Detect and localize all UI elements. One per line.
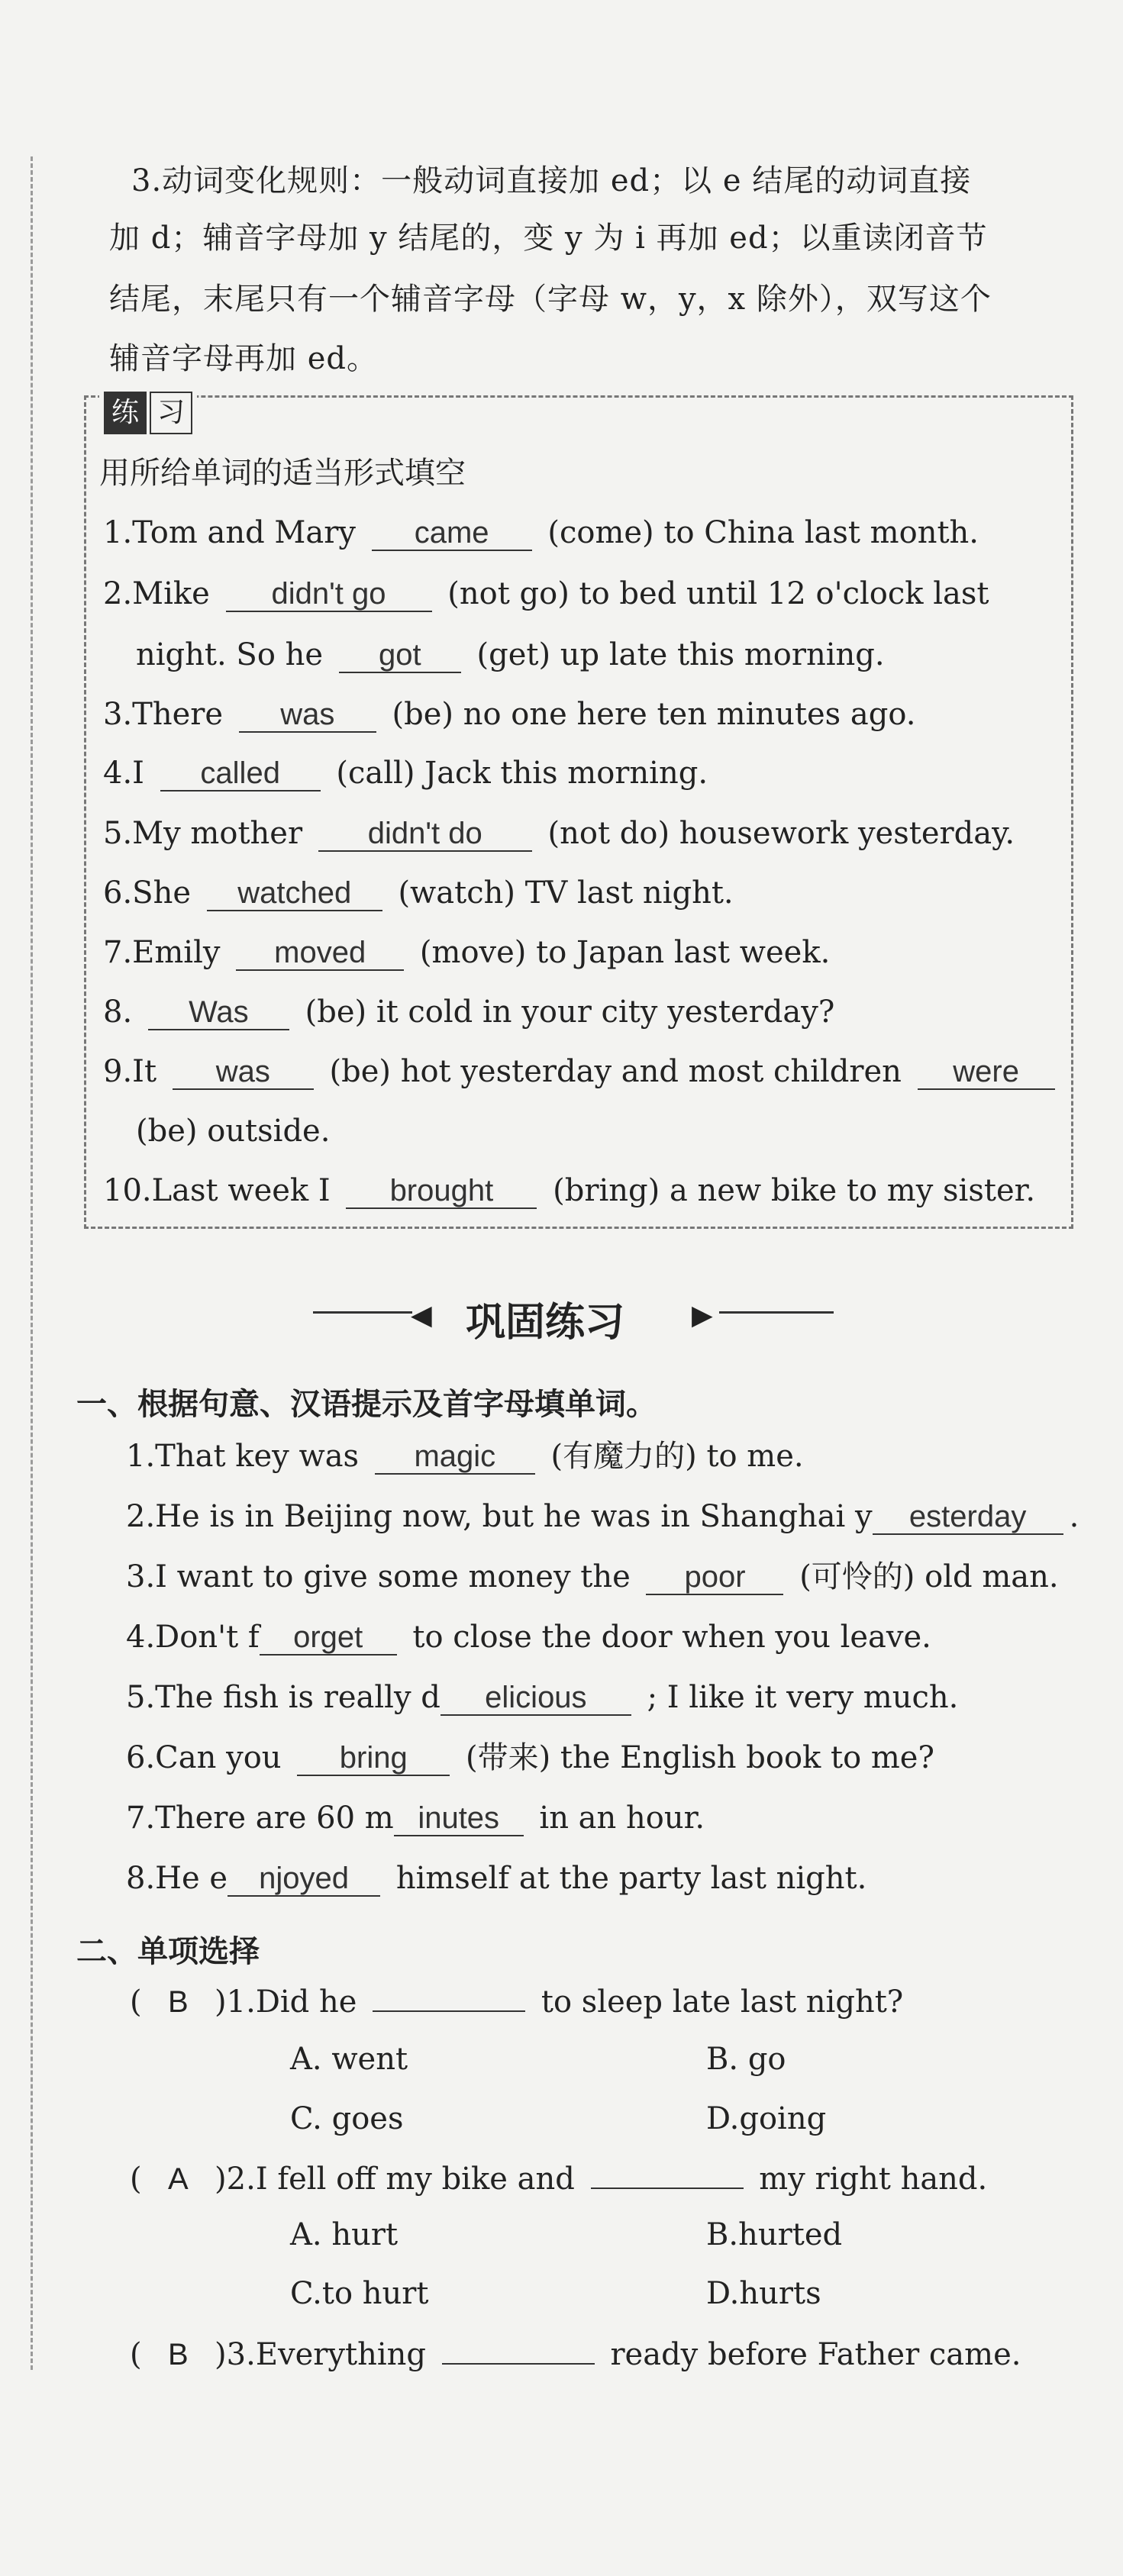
item-text: 10.Last week I — [103, 1173, 331, 1208]
part1-item-1 — [126, 1433, 804, 1479]
item-text: (有魔力的) to me. — [550, 1439, 804, 1474]
rule-line-2: 加 d；辅音字母加 y 结尾的，变 y 为 i 再加 ed；以重读闭音节 — [109, 221, 988, 256]
part1-item-7 — [126, 1795, 705, 1841]
mc-question-1 — [130, 1977, 903, 2023]
title-arrow-left-icon: ◀ — [411, 1300, 432, 1331]
rule-line-1: 3.动词变化规则：一般动词直接加 ed；以 e 结尾的动词直接 — [131, 163, 972, 198]
item-text: 7.There are 60 m — [126, 1801, 394, 1836]
item-text: 3.There — [103, 697, 224, 732]
item-text: (可怜的) old man. — [799, 1559, 1059, 1594]
question-stem: my right hand. — [759, 2162, 988, 2197]
answer-blank: elicious — [440, 1681, 631, 1716]
part1-item-2 — [126, 1494, 1079, 1539]
practice-item-9b: (be) outside. — [136, 1114, 331, 1149]
paren-open: ( — [130, 2337, 142, 2372]
item-text: (get) up late this morning. — [476, 637, 885, 672]
item-text: 8. — [103, 995, 133, 1030]
item-text: (move) to Japan last week. — [419, 935, 831, 970]
item-text: (watch) TV last night. — [398, 875, 734, 911]
answer-blank: was — [239, 698, 376, 733]
item-text: 7.Emily — [103, 935, 221, 970]
answer-blank: called — [160, 756, 321, 791]
mc-option-1a: A. went — [290, 2042, 408, 2077]
question-stem: )2.I fell off my bike and — [215, 2162, 575, 2197]
rule-line-4: 辅音字母再加 ed。 — [109, 341, 378, 376]
question-stem: )1.Did he — [215, 1984, 357, 2020]
practice-item-10 — [103, 1168, 1035, 1214]
item-text: to close the door when you leave. — [412, 1620, 931, 1655]
item-text: 3.I want to give some money the — [126, 1559, 631, 1594]
mc-option-2c: C.to hurt — [290, 2276, 429, 2311]
mc-option-2a: A. hurt — [290, 2217, 399, 2252]
mc-answer: B — [167, 1985, 189, 2019]
item-text: (带来) the English book to me? — [465, 1740, 934, 1775]
mc-question-2 — [130, 2154, 987, 2200]
item-text: (call) Jack this morning. — [336, 756, 708, 791]
answer-blank: moved — [236, 936, 404, 971]
item-text: 1.That key was — [126, 1439, 360, 1474]
answer-blank: bring — [297, 1741, 450, 1776]
practice-item-1 — [103, 510, 979, 556]
answer-blank: inutes — [394, 1801, 524, 1836]
answer-blank: orget — [260, 1620, 397, 1656]
practice-item-7 — [103, 930, 830, 975]
binding-margin-line — [31, 156, 33, 2370]
practice-item-2 — [103, 571, 989, 617]
part1-item-6 — [126, 1735, 934, 1781]
title-rule-right — [719, 1311, 834, 1314]
item-text: . — [1069, 1499, 1079, 1534]
item-text: 6.Can you — [126, 1740, 282, 1775]
item-text: himself at the party last night. — [395, 1861, 867, 1896]
practice-tag — [99, 392, 197, 434]
answer-blank: didn't go — [226, 577, 432, 612]
question-stem: )3.Everything — [215, 2337, 426, 2372]
practice-tag-char-2: 习 — [150, 392, 192, 434]
item-text: (not do) housework yesterday. — [547, 816, 1015, 851]
title-rule-left — [313, 1311, 412, 1314]
practice-item-9 — [103, 1049, 1055, 1095]
item-text: 9.It — [103, 1054, 157, 1089]
part1-item-8 — [126, 1855, 866, 1901]
question-blank — [442, 2329, 595, 2365]
item-text: (be) no one here ten minutes ago. — [392, 697, 916, 732]
part1-item-3 — [126, 1554, 1059, 1600]
answer-blank: Was — [148, 995, 289, 1030]
item-text: (come) to China last month. — [547, 515, 979, 550]
part1-item-4 — [126, 1614, 931, 1660]
question-stem: to sleep late last night? — [541, 1984, 904, 2020]
practice-item-8 — [103, 989, 834, 1035]
item-text: 1.Tom and Mary — [103, 515, 356, 550]
mc-option-2d: D.hurts — [706, 2276, 821, 2311]
mc-option-1b: B. go — [706, 2042, 786, 2077]
answer-blank: got — [339, 638, 461, 673]
practice-item-2b — [136, 632, 885, 678]
answer-blank: didn't do — [318, 817, 532, 852]
practice-item-6 — [103, 870, 734, 916]
answer-blank: poor — [646, 1560, 783, 1595]
question-blank — [591, 2154, 744, 2189]
practice-item-5 — [103, 811, 1015, 856]
item-text: (be) it cold in your city yesterday? — [305, 995, 835, 1030]
practice-item-4 — [103, 750, 708, 796]
mc-option-1d: D.going — [706, 2101, 827, 2136]
practice-item-3 — [103, 692, 915, 737]
question-stem: ready before Father came. — [610, 2337, 1021, 2372]
item-text: ; I like it very much. — [647, 1680, 959, 1715]
item-text: (be) hot yesterday and most children — [329, 1054, 902, 1089]
paren-open: ( — [130, 1984, 142, 2020]
answer-blank: were — [918, 1055, 1055, 1090]
rule-line-3: 结尾，末尾只有一个辅音字母（字母 w，y，x 除外），双写这个 — [109, 282, 992, 317]
section-title: 巩固练习 — [466, 1300, 625, 1346]
item-text: 4.Don't f — [126, 1620, 260, 1655]
item-text: 2.He is in Beijing now, but he was in Shanghai y — [126, 1499, 873, 1534]
part1-item-5 — [126, 1675, 958, 1720]
practice-instruction: 用所给单词的适当形式填空 — [99, 456, 466, 491]
mc-answer: B — [167, 2338, 189, 2371]
item-text: 2.Mike — [103, 576, 210, 611]
paren-open: ( — [130, 2162, 142, 2197]
answer-blank: came — [372, 516, 532, 551]
answer-blank: was — [173, 1055, 314, 1090]
item-text: 4.I — [103, 756, 144, 791]
question-blank — [373, 1977, 525, 2012]
title-arrow-right-icon: ▶ — [692, 1300, 713, 1331]
item-text: 5.The fish is really d — [126, 1680, 440, 1715]
item-text: 6.She — [103, 875, 191, 911]
mc-option-1c: C. goes — [290, 2101, 404, 2136]
item-text: (bring) a new bike to my sister. — [553, 1173, 1036, 1208]
part2-heading: 二、单项选择 — [76, 1934, 260, 1969]
item-text: 5.My mother — [103, 816, 303, 851]
answer-blank: watched — [207, 876, 382, 911]
item-text: 8.He e — [126, 1861, 228, 1896]
answer-blank: njoyed — [228, 1862, 380, 1897]
mc-answer: A — [167, 2162, 189, 2196]
part1-heading: 一、根据句意、汉语提示及首字母填单词。 — [76, 1387, 657, 1422]
mc-question-3 — [130, 2329, 1021, 2375]
mc-option-2b: B.hurted — [706, 2217, 843, 2252]
practice-tag-char-1: 练 — [104, 392, 147, 434]
item-text: (not go) to bed until 12 o'clock last — [447, 576, 989, 611]
item-text: night. So he — [136, 637, 324, 672]
item-text: in an hour. — [539, 1801, 705, 1836]
answer-blank: brought — [346, 1174, 537, 1209]
answer-blank: magic — [375, 1440, 535, 1475]
answer-blank: esterday — [873, 1500, 1063, 1535]
